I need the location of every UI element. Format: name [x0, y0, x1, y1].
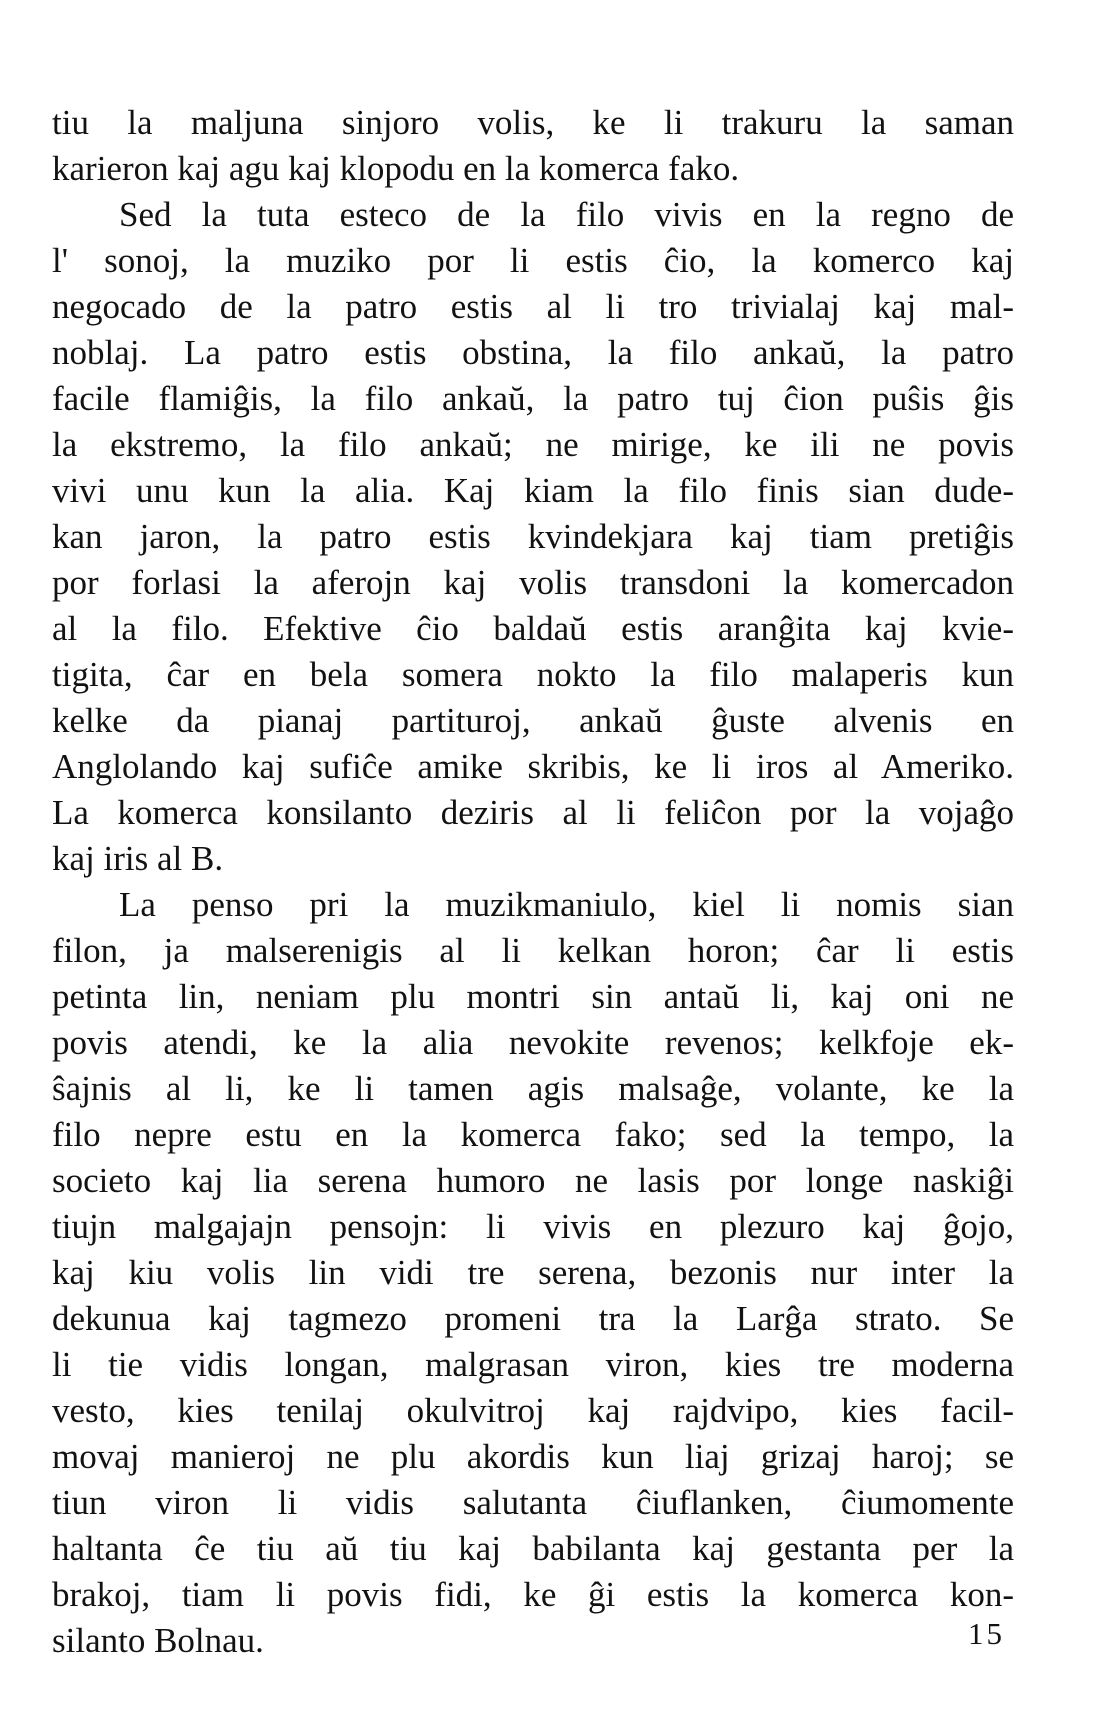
text-line: dekunua kaj tagmezo promeni tra la Larĝa strato. Se — [52, 1299, 1014, 1338]
text-line: tiu la maljuna sinjoro volis, ke li trakuru la saman — [52, 103, 1014, 142]
text-line: kaj kiu volis lin vidi tre serena, bezonis nur inter la — [52, 1253, 1014, 1292]
text-line: la ekstremo, la filo ankaŭ; ne mirige, ke ili ne povis — [52, 425, 1014, 464]
text-line: La penso pri la muzikmaniulo, kiel li nomis sian — [119, 885, 1014, 924]
text-line: povis atendi, ke la alia nevokite revenos; kelkfoje ek- — [52, 1023, 1014, 1062]
text-line: brakoj, tiam li povis fidi, ke ĝi estis la komerca kon- — [52, 1575, 1014, 1614]
text-line: petinta lin, neniam plu montri sin antaŭ li, kaj oni ne — [52, 977, 1014, 1016]
text-line: tiujn malgajajn pensojn: li vivis en plezuro kaj ĝojo, — [52, 1207, 1014, 1246]
text-line: filon, ja malserenigis al li kelkan horon; ĉar li estis — [52, 931, 1014, 970]
text-line: tigita, ĉar en bela somera nokto la filo malaperis kun — [52, 655, 1014, 694]
text-line: karieron kaj agu kaj klopodu en la komerca fako. — [52, 149, 740, 188]
text-line: li tie vidis longan, malgrasan viron, kies tre moderna — [52, 1345, 1014, 1384]
text-line: haltanta ĉe tiu aŭ tiu kaj babilanta kaj gestanta per la — [52, 1529, 1014, 1568]
text-line: filo nepre estu en la komerca fako; sed la tempo, la — [52, 1115, 1014, 1154]
text-line: l' sonoj, la muziko por li estis ĉio, la komerco kaj — [52, 241, 1014, 280]
text-line: ŝajnis al li, ke li tamen agis malsaĝe, volante, ke la — [52, 1069, 1014, 1108]
body-text — [52, 100, 1014, 1664]
text-line: por forlasi la aferojn kaj volis transdoni la komercadon — [52, 563, 1014, 602]
text-line: vesto, kies tenilaj okulvitroj kaj rajdvipo, kies facil- — [52, 1391, 1014, 1430]
text-line: noblaj. La patro estis obstina, la filo ankaŭ, la patro — [52, 333, 1014, 372]
text-line: al la filo. Efektive ĉio baldaŭ estis aranĝita kaj kvie- — [52, 609, 1014, 648]
text-line: facile flamiĝis, la filo ankaŭ, la patro tuj ĉion puŝis ĝis — [52, 379, 1014, 418]
text-line: Anglolando kaj sufiĉe amike skribis, ke li iros al Ameriko. — [52, 747, 1014, 786]
text-line: negocado de la patro estis al li tro trivialaj kaj mal- — [52, 287, 1014, 326]
text-line: silanto Bolnau. — [52, 1621, 264, 1660]
text-line: kaj iris al B. — [52, 839, 224, 878]
text-line: movaj manieroj ne plu akordis kun liaj grizaj haroj; se — [52, 1437, 1014, 1476]
text-line: tiun viron li vidis salutanta ĉiuflanken, ĉiumomente — [52, 1483, 1014, 1522]
text-line: societo kaj lia serena humoro ne lasis por longe naskiĝi — [52, 1161, 1014, 1200]
text-line: vivi unu kun la alia. Kaj kiam la filo finis sian dude- — [52, 471, 1014, 510]
text-line: La komerca konsilanto deziris al li feliĉon por la vojaĝo — [52, 793, 1014, 832]
text-line: Sed la tuta esteco de la filo vivis en la regno de — [119, 195, 1014, 234]
text-line: kan jaron, la patro estis kvindekjara kaj tiam pretiĝis — [52, 517, 1014, 556]
page-number: 15 — [968, 1616, 1005, 1651]
text-line: kelke da pianaj partituroj, ankaŭ ĝuste alvenis en — [52, 701, 1014, 740]
